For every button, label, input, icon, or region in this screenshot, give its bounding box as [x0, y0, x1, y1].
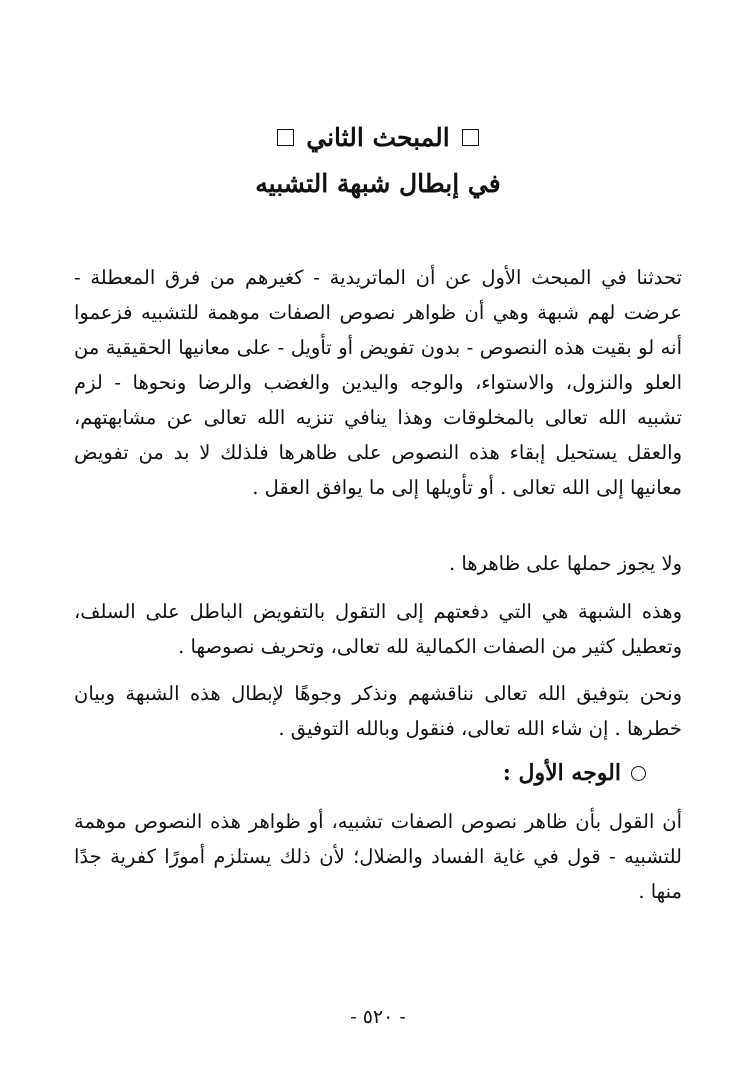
chapter-heading — [0, 122, 756, 154]
chapter-title: المبحث الثاني — [306, 123, 450, 152]
paragraph-intro: تحدثنا في المبحث الأول عن أن الماتريدية - كغيرهم من فرق المعطلة - عرضت لهم شبهة وهي أن ظواهر نصوص الصفات موهمة للتشبيه فزعموا أنه لو بقيت هذه النصوص - بدون تفويض أو تأويل - على معانيها الحقيقية من العلو والنزول، والاستواء، والوجه واليدين والغضب والرضا ونحوها - لزم تشبيه الله تعالى بالمخلوقات وهذا ينافي تنزيه الله تعالى عن مشابهتهم، والعقل يستحيل إبقاء هذه النصوص على ظاهرها فلذلك لا بد من تفويض معانيها إلى الله تعالى . أو تأويلها إلى ما يوافق العقل . — [74, 266, 682, 499]
paragraph-three: وهذه الشبهة هي التي دفعتهم إلى التقول بالتفويض الباطل على السلف، وتعطيل كثير من الصفات الكمالية لله تعالى، وتحريف نصوصها . — [74, 600, 682, 658]
section-paragraph: أن القول بأن ظاهر نصوص الصفات تشبيه، أو ظواهر هذه النصوص موهمة للتشبيه - قول في غاية الفساد والضلال؛ لأن ذلك يستلزم أمورًا كفرية جدًا منها . — [74, 810, 682, 903]
section-heading-label: الوجه الأول : — [502, 760, 621, 786]
paragraph-two: ولا يجوز حملها على ظاهرها . — [448, 552, 682, 575]
circle-bullet-icon — [631, 766, 646, 781]
square-ornament-icon — [277, 129, 294, 146]
page-number: - ٥٢٠ - — [350, 1006, 406, 1028]
square-ornament-icon — [462, 129, 479, 146]
section-heading — [503, 758, 646, 788]
chapter-subtitle: في إبطال شبهة التشبيه — [255, 169, 501, 198]
paragraph-four: ونحن بتوفيق الله تعالى نناقشهم ونذكر وجوهًا لإبطال هذه الشبهة وبيان خطرها . إن شاء الله تعالى، فنقول وبالله التوفيق . — [74, 682, 682, 740]
